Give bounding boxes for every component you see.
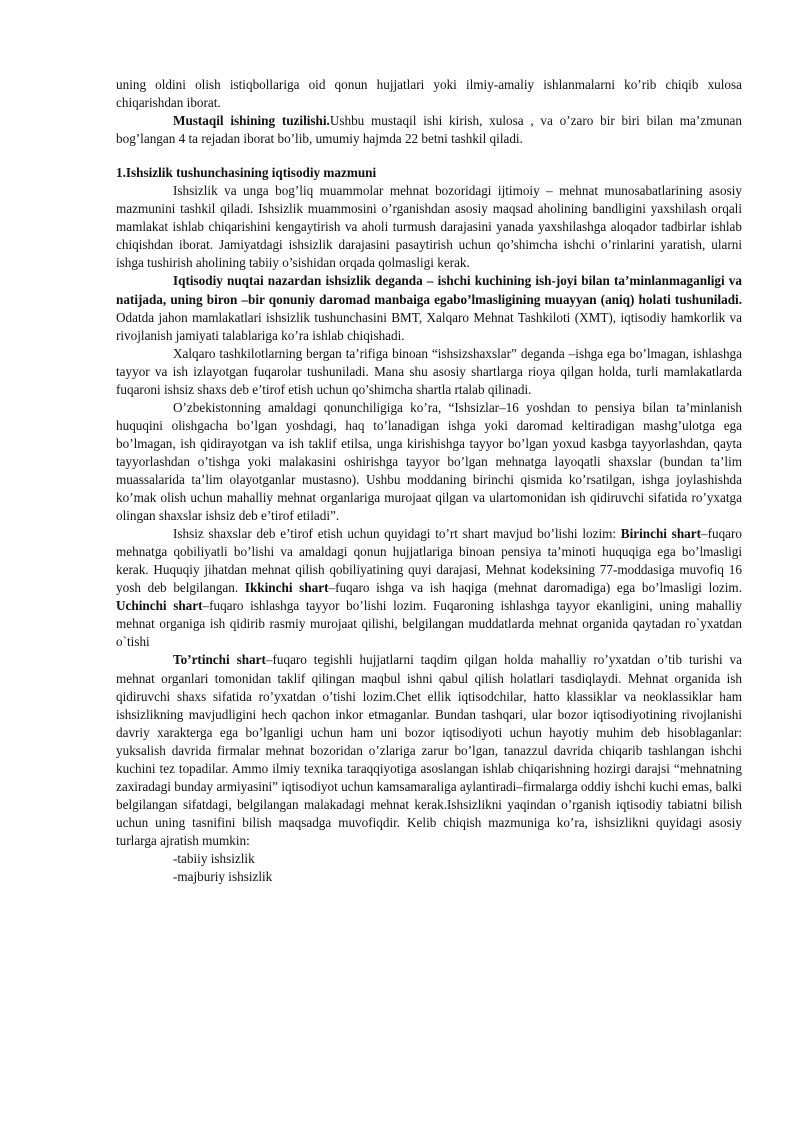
paragraph-structure: [116, 112, 742, 148]
structure-bold-lead: Mustaqil ishining tuzilishi.: [173, 113, 330, 129]
list-item: -tabiiy ishsizlik: [173, 850, 255, 866]
list-item: -majburiy ishsizlik: [173, 869, 273, 885]
paragraph-2-text: Odatda jahon mamlakatlari ishsizlik tushunchasini BMT, Xalqaro Mehnat Tashkiloti (XMT), iqtisodiy hamkorlik va rivojlanish jamiyati talablariga ko’ra ishlab chiqishadi.: [116, 309, 742, 343]
document-page: [116, 76, 742, 886]
paragraph-6: [116, 651, 742, 850]
paragraph-5-intro: Ishsiz shaxslar deb e’tirof etish uchun quyidagi to’rt shart mavjud bo’lishi lozim:: [173, 526, 621, 542]
section-heading: 1.Ishsizlik tushunchasining iqtisodiy mazmuni: [116, 165, 377, 181]
paragraph-3: Xalqaro tashkilotlarning bergan ta’rifiga binoan “ishsizshaxslar” deganda –ishga ega bo’lmagan, ishlashga tayyor va ish izlayotgan fuqarolar tushuniladi. Mana shu asosiy shartlarga rioya qilgan holda, turli mamlakatlarda fuqaroni ishsiz shaxs deb e’tirof etish uchun qo’shimcha shartla rtalab qilinadi.: [116, 345, 742, 397]
condition-3-label: Uchinchi shart: [116, 598, 203, 614]
condition-4-label: To’rtinchi shart: [173, 652, 266, 668]
paragraph-2-bold-definition: Iqtisodiy nuqtai nazardan ishsizlik deganda – ishchi kuchining ish-joyi bilan ta’minlanmaganligi va natijada, uning biron –bir qonuniy daromad manbaiga egabo’lmasligining muayyan (aniq) holati tushuniladi.: [116, 273, 742, 307]
paragraph-6-text: –fuqaro tegishli hujjatlarni taqdim qilgan holda mahalliy ro’yxatdan o’tib turishi va mehnat organlari tomonidan taklif qilingan maqbul ishni qabul qilish holatlari tasdiqlaydi. Mehnat organida ish qidiruvchi shaxs sifatida ro’yxatdan o’tishi lozim.Chet ellik iqtisodchilar, hatto klassiklar va neoklassiklar ham ishsizlikning mavjudligini hech qachon inkor etmaganlar. Bundan tashqari, ular bozor iqtisodiyotining rivojlanishi davriy xarakterga ega bo’lganligi uchun ham uni bozor iqtisodiyoti uchun hayotiy muhim deb hisoblaganlar: yuksalish davrida firmalar mehnat bozoridan o’zlariga zarur bo’lgan, tanazzul davrida chiqarib tashlangan ishchi kuchini tez topadilar. Ammo ilmiy texnika taraqqiyotiga asoslangan ishlab chiqarishning hozirgi darajsi “mehnatning zaxiradagi bunday armiyasini” iqtisodiyot uchun kamsamaraliga aylantiradi–firmalarga oddiy ishchi kuchi emas, balki belgilangan sifatdagi, belgilangan malakadagi mehnat kerak.Ishsizlikni yaqindan o’rganish iqtisodiy tabiatni bilish uchun uning tasnifini bilish maqsadga muvofiqdir. Kelib chiqish mazmuniga ko’ra, ishsizlikni quyidagi asosiy turlarga ajratish mumkin:: [116, 652, 743, 848]
paragraph-intro-end: uning oldini olish istiqbollariga oid qonun hujjatlari yoki ilmiy-amaliy ishlanmalarni ko’rib chiqib xulosa chiqarishdan iborat.: [116, 77, 742, 111]
paragraph-5: [116, 525, 742, 651]
paragraph-1: Ishsizlik va unga bog’liq muammolar mehnat bozoridagi ijtimoiy – mehnat munosabatlarining asosiy mazmunini tashkil qiladi. Ishsizlik muammosini o’rganishdan asosiy maqsad aholining bandligini yaxshilash orqali mamlakat ishlab chiqarishini kengaytirish va aholi turmush darajasini yanada yaxshilashga aloqador tadbirlar ishlab chiqishdan iborat. Jamiyatdagi ishsizlik darajasini pasaytirish uchun qo’shimcha ishchi o’rinlarini yaratish, ularni ishga tushirish aholining tabiiy o’sishidan orqada qolmasligi kerak.: [116, 183, 742, 271]
condition-3-text: –fuqaro ishlashga tayyor bo’lishi lozim. Fuqaroning ishlashga tayyor ekanligini, uning mahalliy mehnat organiga ish qidirib rasmiy murojaat qilishi, belgilangan muddatlarda mehnat organida qaytadan ro`yxatdan o`tishi: [116, 598, 742, 650]
blank-line: [116, 148, 742, 164]
condition-2-text: –fuqaro ishga va ish haqiga (mehnat daromadiga) ega bo’lmasligi lozim.: [328, 580, 742, 596]
paragraph-4: O’zbekistonning amaldagi qonunchiligiga ko’ra, “Ishsizlar–16 yoshdan to pensiya bilan ta’minlanish huquqini olishgacha bo’lgan yoshdagi, haq to’lanadigan ishga yoki daromad keltiradigan mashg’ulotga ega bo’lmagan, ish qidirayotgan va ish taklif etilsa, unga kirishishga tayyor bo’lgan yoxud kasbga tayyorlashdan, qayta tayyorlashdan o’tishga yoki malakasini oshirishga tayyor bo’lgan mehnatga layoqatli shaxslar (bundan ta’lim muassalarida ta’lim olayotganlar mustasno). Ushbu moddaning birinchi qismida ko’rsatilgan, ishga joylashishda ko’mak olish uchun mahalliy mehnat organlariga murojaat qilgan va ulartomonidan ish qidiruvchi sifatida ro’yxatga olingan shaxslar ishsiz deb e’tirof etiladi”.: [116, 399, 742, 524]
structure-text: Ushbu mustaqil ishi kirish, xulosa , va o’zaro bir biri bilan ma’zmunan bog’langan 4 ta rejadan iborat bo’lib, umumiy hajmda 22 betni tashkil qiladi.: [116, 113, 742, 147]
condition-1-text: –fuqaro mehnatga qobiliyatli bo’lishi va amaldagi qonun hujjatlariga binoan pensiya ta’minoti huquqiga ega bo’lmasligi kerak. Huquqiy jihatdan mehnat qilish qobiliyatining quyi darajasi, Mehnat kodeksining 77-moddasiga muvofiq 16 yosh deb belgilangan.: [116, 526, 743, 596]
paragraph-2: [116, 272, 742, 344]
condition-2-label: Ikkinchi shart: [244, 580, 329, 596]
condition-1-label: Birinchi shart: [620, 526, 701, 542]
